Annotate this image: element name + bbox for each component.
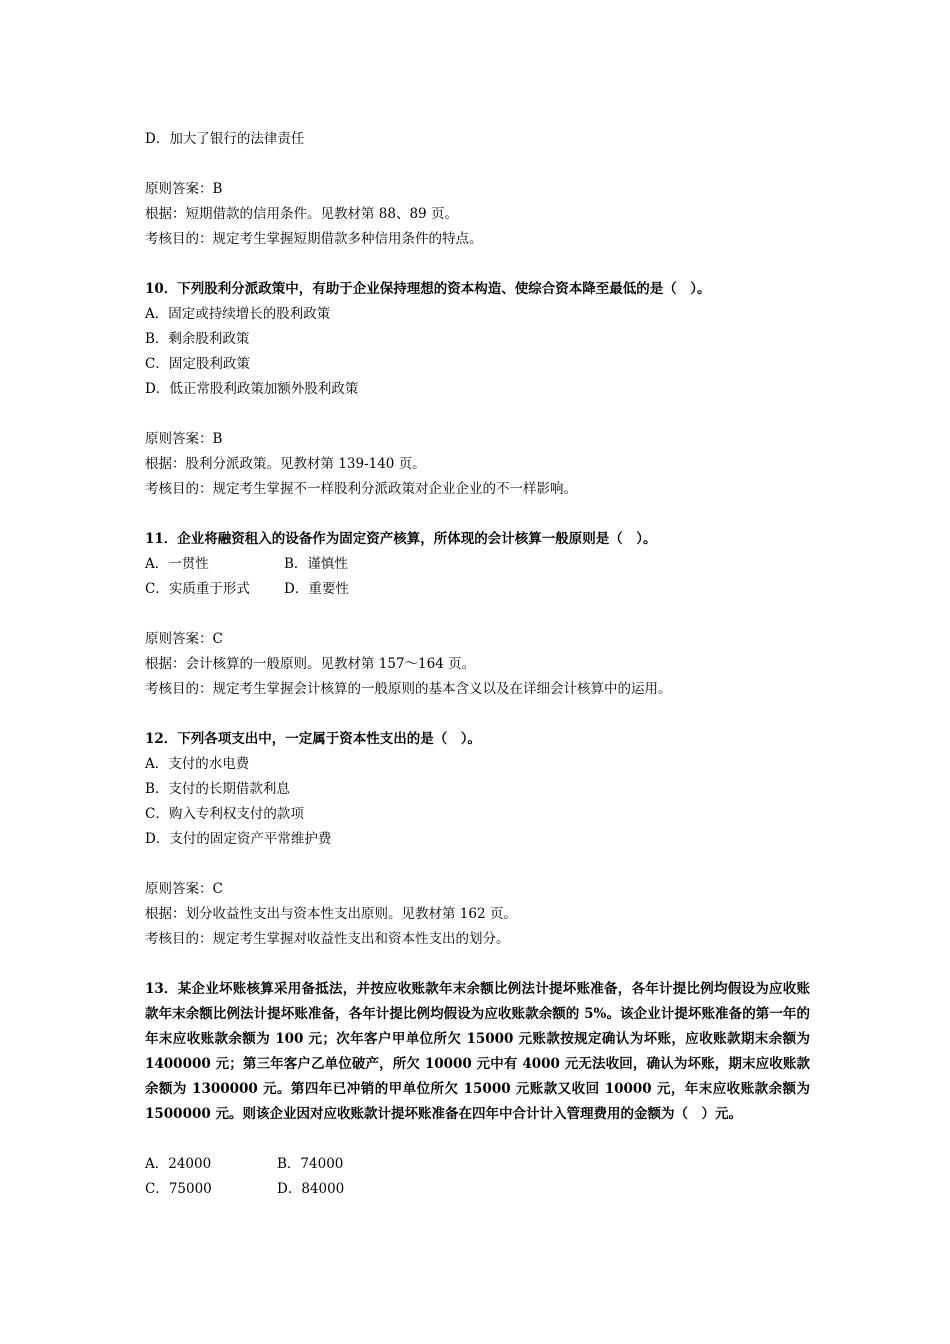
q10-option-b: B．剩余股利政策 [145,331,250,347]
q13-options-row-1 [145,1152,810,1177]
q11-options-row-1 [145,552,810,577]
q13-option-a: A．24000 [145,1156,212,1172]
q10-answer-basis: 根据：股利分派政策。见教材第 139-140 页。 [145,456,426,472]
question-11: 11．企业将融资租入的设备作为固定资产核算，所体现的会计核算一般原则是（ ）。 [145,531,657,547]
q11-answer-basis: 根据：会计核算的一般原则。见教材第 157～164 页。 [145,656,476,672]
q11-standard-answer: 原则答案：C [145,631,223,647]
answer-basis: 根据：短期借款的信用条件。见教材第 88、89 页。 [145,206,458,222]
q12-option-a: A．支付的水电费 [145,756,250,772]
q11-option-b: B．谨慎性 [284,556,348,572]
assessment-objective: 考核目的：规定考生掌握短期借款多种信用条件的特点。 [145,231,483,247]
q11-option-c: C．实质重于形式 [145,581,250,597]
q12-assessment-objective: 考核目的：规定考生掌握对收益性支出和资本性支出的划分。 [145,931,510,947]
q12-option-d: D．支付的固定资产平常维护费 [145,831,332,847]
q13-option-b: B．74000 [277,1156,344,1172]
q13-option-c: C．75000 [145,1181,212,1197]
q11-option-a: A．一贯性 [145,556,209,572]
question-10: 10．下列股利分派政策中，有助于企业保持理想的资本构造、使综合资本降至最低的是（ ）。 [145,281,711,297]
question-13: 13．某企业坏账核算采用备抵法，并按应收账款年末余额比例法计提坏账准备，各年计提比例均假设为应收账款年末余额比例法计提坏账准备，各年计提比例均假设为应收账款余额的 5%。该企业计提坏账准备的第一年的年末应收账款余额为 100 元；次年客户甲单位所欠 15000 元账款按规定确认为坏账，应收账款期末余额为 1400000 元；第三年客户乙单位破产，所欠 10000 元中有 4000 元无法收回，确认为坏账，期末应收账款余额为 1300000 元。第四年已冲销的甲单位所欠 15000 元账款又收回 10000 元，年末应收账款余额为 1500000 元。则该企业因对应收账款计提坏账准备在四年中合计计入管理费用的金额为（ ）元。 [145,981,810,1122]
q12-answer-basis: 根据：划分收益性支出与资本性支出原则。见教材第 162 页。 [145,906,517,922]
q10-assessment-objective: 考核目的：规定考生掌握不一样股利分派政策对企业企业的不一样影响。 [145,481,577,497]
standard-answer: 原则答案：B [145,181,223,197]
q10-option-a: A．固定或持续增长的股利政策 [145,306,331,322]
q13-option-d: D．84000 [277,1181,345,1197]
q11-option-d: D．重要性 [284,581,349,597]
q12-standard-answer: 原则答案：C [145,881,223,897]
q10-standard-answer: 原则答案：B [145,431,223,447]
q11-options-row-2 [145,577,810,602]
question-12: 12．下列各项支出中，一定属于资本性支出的是（ ）。 [145,731,482,747]
q11-assessment-objective: 考核目的：规定考生掌握会计核算的一般原则的基本含义以及在详细会计核算中的运用。 [145,681,672,697]
q10-option-c: C．固定股利政策 [145,356,250,372]
document-content [145,127,810,1202]
q12-option-c: C．购入专利权支付的款项 [145,806,304,822]
q13-options-row-2 [145,1177,810,1202]
q10-option-d: D．低正常股利政策加额外股利政策 [145,381,359,397]
q12-option-b: B．支付的长期借款利息 [145,781,290,797]
option-d: D．加大了银行的法律责任 [145,131,305,147]
